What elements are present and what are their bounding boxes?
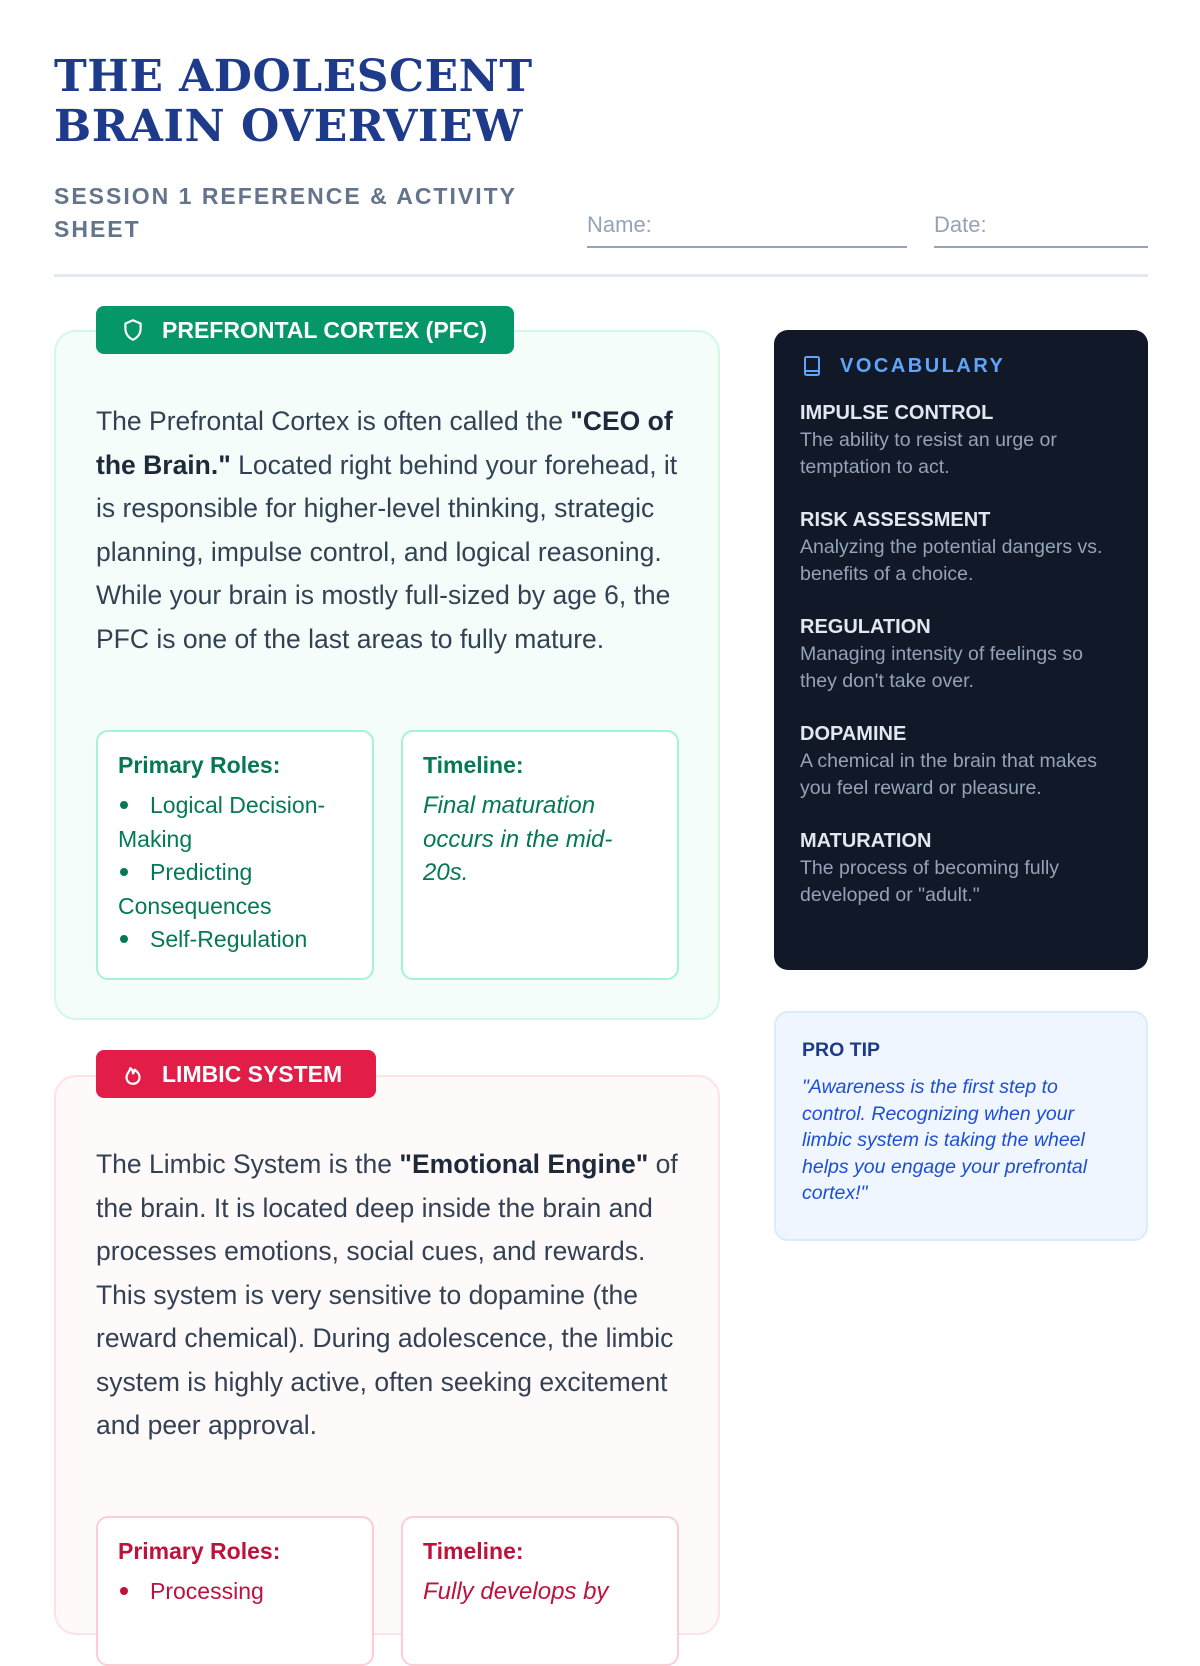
limbic-badge-label: LIMBIC SYSTEM	[162, 1060, 343, 1087]
vocab-item	[800, 721, 1122, 802]
bullet-icon	[120, 868, 128, 876]
page-title-line-1: THE ADOLESCENT	[54, 51, 533, 102]
pfc-description-text-cont: Located right behind your forehead, it is responsible for higher-level thinking, strategic planning, impulse control, and logical reasoning. While your brain is mostly full-sized by age 6, the PFC is one of the last areas to fully mature.	[96, 449, 678, 654]
pfc-timeline-heading: Timeline:	[423, 752, 524, 778]
limbic-timeline-heading: Timeline:	[423, 1538, 524, 1564]
vocab-item	[800, 400, 1122, 481]
vocab-definition: Managing intensity of feelings so they don't take over.	[800, 643, 1083, 692]
flame-icon	[120, 1061, 146, 1087]
pfc-roles-list	[118, 789, 352, 957]
shield-icon	[120, 317, 146, 343]
pfc-timeline-text: Final maturation occurs in the mid-20s.	[423, 792, 613, 886]
vocab-definition: The process of becoming fully developed or "adult."	[800, 857, 1060, 906]
pfc-badge	[96, 306, 514, 354]
page-title	[54, 52, 533, 152]
page-title-line-2: BRAIN OVERVIEW	[54, 101, 523, 152]
limbic-timeline-card	[401, 1516, 679, 1666]
vocab-definition: The ability to resist an urge or temptation to act.	[800, 429, 1057, 478]
date-label: Date:	[934, 212, 987, 237]
bullet-icon	[120, 801, 128, 809]
pfc-role-label: Logical Decision-Making	[118, 792, 326, 852]
vocabulary-panel	[774, 330, 1148, 970]
limbic-roles-list	[118, 1575, 352, 1609]
vocab-definition: Analyzing the potential dangers vs. benefits of a choice.	[800, 536, 1103, 585]
vocab-definition: A chemical in the brain that makes you feel reward or pleasure.	[800, 750, 1097, 799]
vocab-term: MATURATION	[800, 830, 932, 852]
bullet-icon	[120, 935, 128, 943]
limbic-badge	[96, 1050, 376, 1098]
pro-tip-card	[774, 1011, 1148, 1241]
name-field[interactable]	[587, 212, 907, 248]
pfc-role-label: Predicting Consequences	[118, 859, 272, 919]
name-label: Name:	[587, 212, 652, 237]
pfc-role-label: Self-Regulation	[150, 926, 308, 952]
limbic-description-highlight: "Emotional Engine"	[399, 1149, 649, 1179]
limbic-description-text: The Limbic System is the	[96, 1149, 400, 1179]
pfc-badge-label: PREFRONTAL CORTEX (PFC)	[162, 316, 487, 343]
vocab-item	[800, 614, 1122, 695]
limbic-role-label: Processing	[150, 1578, 264, 1604]
list-item	[118, 856, 352, 923]
pfc-description-text: The Prefrontal Cortex is often called the	[96, 406, 571, 436]
list-item	[118, 923, 352, 957]
pfc-description-highlight: "CEO of the Brain."	[96, 406, 673, 480]
limbic-roles-card	[96, 1516, 374, 1666]
vocabulary-header	[800, 354, 1122, 378]
pfc-timeline-card	[401, 730, 679, 980]
bullet-icon	[120, 1587, 128, 1595]
header-divider	[54, 274, 1148, 277]
page-subtitle: SESSION 1 REFERENCE & ACTIVITY SHEET	[54, 183, 517, 242]
vocabulary-title: VOCABULARY	[840, 354, 1006, 377]
limbic-roles-heading: Primary Roles:	[118, 1538, 281, 1564]
vocab-term: REGULATION	[800, 616, 931, 638]
list-item	[118, 1575, 352, 1609]
vocab-item	[800, 828, 1122, 909]
vocab-item	[800, 507, 1122, 588]
date-field[interactable]	[934, 212, 1148, 248]
pro-tip-quote: "Awareness is the first step to control. Recognizing when your limbic system is taking the wheel helps you engage your prefrontal cortex!"	[802, 1076, 1088, 1204]
vocab-term: RISK ASSESSMENT	[800, 509, 991, 531]
limbic-timeline-text: Fully develops by	[423, 1578, 609, 1605]
limbic-description	[96, 1143, 686, 1448]
book-icon	[800, 354, 824, 378]
vocab-term: IMPULSE CONTROL	[800, 402, 994, 424]
pro-tip-title: PRO TIP	[802, 1039, 881, 1061]
limbic-description-text-cont: of the brain. It is located deep inside the brain and processes emotions, social cues, and rewards. This system is very sensitive to dopamine (the reward chemical). During adolescence, the limbic system is highly active, often seeking excitement and peer approval.	[96, 1149, 678, 1440]
pfc-roles-heading: Primary Roles:	[118, 752, 281, 778]
pfc-description	[96, 400, 686, 661]
vocab-term: DOPAMINE	[800, 723, 907, 745]
pfc-roles-card	[96, 730, 374, 980]
list-item	[118, 789, 352, 856]
